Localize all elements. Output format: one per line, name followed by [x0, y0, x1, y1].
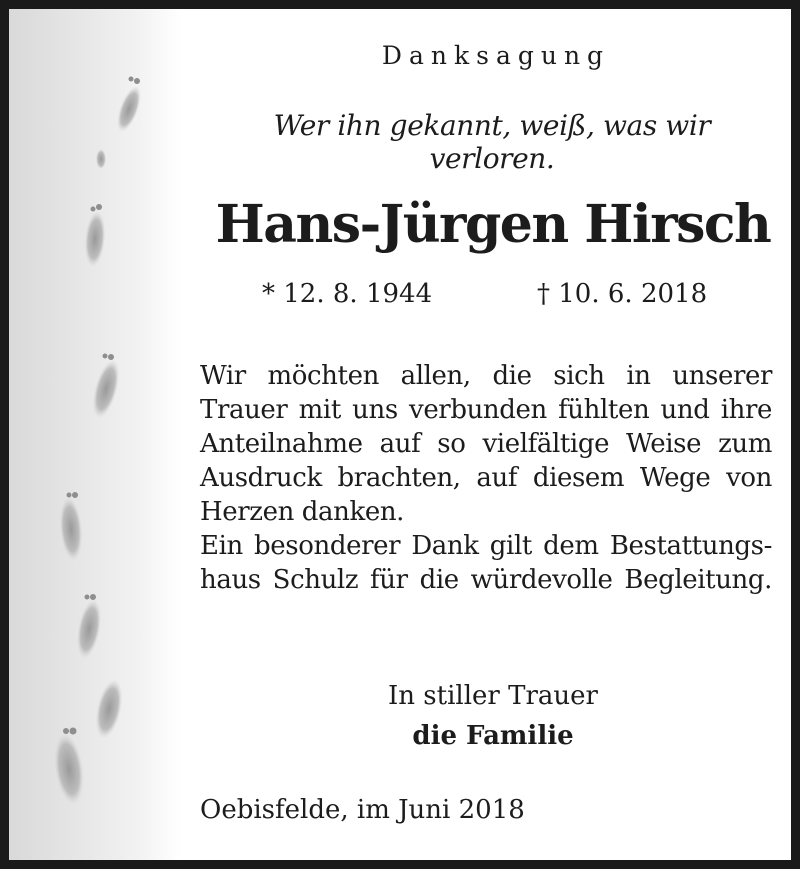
heading: Danksagung: [381, 41, 611, 70]
death-date: † 10. 6. 2018: [537, 279, 708, 309]
birth-date: * 12. 8. 1944: [262, 279, 433, 309]
place-and-date: Oebisfelde, im Juni 2018: [200, 795, 525, 825]
text-line: Anteilnahme auf so vielfältige Weise zum: [200, 429, 772, 459]
deceased-name: Hans-Jürgen Hirsch: [215, 194, 771, 255]
text-line: Herzen danken.: [200, 497, 405, 527]
thank-you-text: [200, 359, 772, 597]
family-signature: die Familie: [412, 721, 574, 751]
footprints-in-sand-icon: [9, 9, 181, 860]
text-line: Ein besonderer Dank gilt dem Bestattungs-: [200, 531, 772, 561]
motto: Wer ihn gekannt, weiß, was wir verloren.: [273, 109, 711, 175]
text-line: Trauer mit uns verbunden fühlten und ihre: [200, 395, 772, 425]
text-line: haus Schulz für die würdevolle Begleitung.: [200, 565, 772, 595]
mourning-note: In stiller Trauer: [388, 681, 598, 711]
text-line: Wir möchten allen, die sich in unserer: [200, 361, 772, 391]
obituary-content: [200, 9, 772, 860]
text-line: Ausdruck brachten, auf diesem Wege von: [200, 463, 772, 493]
